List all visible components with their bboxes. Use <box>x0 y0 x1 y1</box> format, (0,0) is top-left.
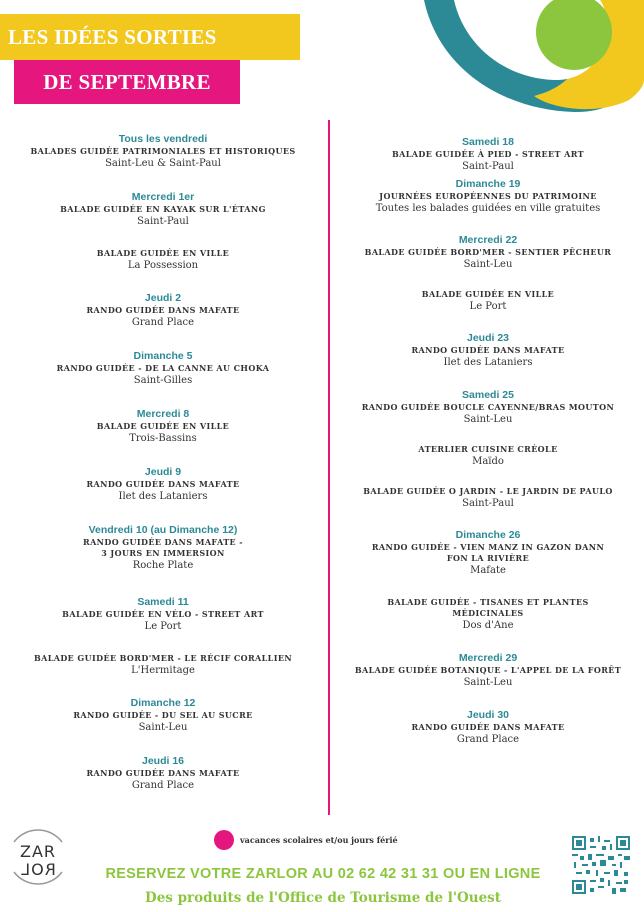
decorative-swirl-graphic <box>384 0 644 130</box>
event-date: Tous les vendredi <box>118 133 208 145</box>
event-date: Dimanche 26 <box>455 529 521 541</box>
column-divider <box>328 120 330 815</box>
event-date: Mercredi 8 <box>136 408 190 420</box>
event-title: RANDO GUIDÉE DANS MAFATE <box>86 305 240 315</box>
event-item <box>332 178 644 216</box>
event-item <box>0 653 326 678</box>
event-item <box>332 709 644 747</box>
event-title: BALADE GUIDÉE - TISANES ET PLANTES <box>387 597 589 607</box>
event-item <box>332 332 644 370</box>
products-line: Des produits de l'Office de Tourisme de l'Ouest <box>145 890 501 906</box>
event-title: ATERLIER CUISINE CRÉOLE <box>418 444 558 454</box>
event-item <box>332 597 644 633</box>
event-item <box>0 596 326 634</box>
event-date: Mercredi 29 <box>458 652 518 664</box>
event-date: Mercredi 1er <box>131 191 195 203</box>
event-title: RANDO GUIDÉE DANS MAFATE - <box>83 537 243 547</box>
event-item <box>0 248 326 273</box>
event-date: Jeudi 16 <box>141 755 185 767</box>
event-title: BALADE GUIDÉE À PIED - STREET ART <box>392 149 584 159</box>
legend-text: vacances scolaires et/ou jours férié <box>240 835 398 845</box>
logo-word-bottom: ROL <box>20 860 56 879</box>
event-date: Dimanche 19 <box>455 178 521 190</box>
event-item <box>0 133 326 171</box>
event-title: BALADE GUIDÉE EN KAYAK SUR L'ÉTANG <box>60 204 266 214</box>
event-item <box>0 408 326 446</box>
event-title: JOURNÉES EUROPÉENNES DU PATRIMOINE <box>379 191 597 201</box>
event-title: BALADE GUIDÉE O JARDIN - LE JARDIN DE PAULO <box>363 486 613 496</box>
event-title: BALADE GUIDÉE BOTANIQUE - L'APPEL DE LA FORÊT <box>354 665 622 675</box>
event-place: Saint-Paul <box>462 498 514 509</box>
event-item <box>0 466 326 504</box>
event-place: Saint-Paul <box>137 216 189 227</box>
qr-code-icon[interactable] <box>572 836 630 894</box>
event-item <box>332 444 644 469</box>
event-date: Dimanche 12 <box>130 697 196 709</box>
event-place: Grand Place <box>456 734 520 745</box>
event-place: Ilet des Lataniers <box>443 357 533 368</box>
event-place: Saint-Leu <box>463 259 513 270</box>
zarlor-logo <box>4 822 76 894</box>
event-place: Saint-Paul <box>462 161 514 172</box>
event-item <box>0 755 326 793</box>
event-item <box>332 289 644 314</box>
event-item <box>332 389 644 427</box>
event-place: Grand Place <box>131 317 195 328</box>
event-item <box>0 524 326 573</box>
event-place: Toutes les balades guidées en ville gratuites <box>375 203 601 214</box>
header-title-line1: LES IDÉES SORTIES <box>0 14 300 60</box>
event-place: Dos d'Ane <box>462 620 514 631</box>
event-item <box>332 652 644 690</box>
event-title: BALADE GUIDÉE EN VILLE <box>96 421 230 431</box>
event-title: BALADE GUIDÉE BORD'MER - SENTIER PÊCHEUR <box>364 247 612 257</box>
event-title: RANDO GUIDÉE DANS MAFATE <box>86 479 240 489</box>
event-date: Jeudi 23 <box>466 332 510 344</box>
event-title: BALADE GUIDÉE EN VILLE <box>421 289 555 299</box>
event-place: Grand Place <box>131 780 195 791</box>
event-item <box>332 529 644 578</box>
logo-word-top: ZAR <box>19 842 57 861</box>
event-place: Saint-Leu <box>463 677 513 688</box>
event-place: Saint-Gilles <box>133 375 193 386</box>
event-item <box>0 191 326 229</box>
event-place: Mafate <box>470 565 506 576</box>
event-title: BALADE GUIDÉE EN VÉLO - STREET ART <box>62 609 264 619</box>
event-title: RANDO GUIDÉE DANS MAFATE <box>411 345 565 355</box>
event-item <box>0 350 326 388</box>
event-title: RANDO GUIDÉE - DE LA CANNE AU CHOKA <box>56 363 270 373</box>
event-title: BALADES GUIDÉE PATRIMONIALES ET HISTORIQUES <box>30 146 296 156</box>
event-title: RANDO GUIDÉE DANS MAFATE <box>86 768 240 778</box>
event-title: RANDO GUIDÉE - DU SEL AU SUCRE <box>73 710 253 720</box>
event-place: Saint-Leu <box>463 414 513 425</box>
event-date: Samedi 18 <box>462 136 514 148</box>
event-item <box>0 292 326 330</box>
pink-dot-icon <box>214 830 234 850</box>
event-date: Jeudi 9 <box>144 466 182 478</box>
event-place: Le Port <box>469 301 507 312</box>
event-title: BALADE GUIDÉE EN VILLE <box>96 248 230 258</box>
event-title: RANDO GUIDÉE DANS MAFATE <box>411 722 565 732</box>
event-title: BALADE GUIDÉE BORD'MER - LE RÉCIF CORALLIEN <box>33 653 293 663</box>
event-place: Ilet des Lataniers <box>118 491 208 502</box>
event-item <box>332 136 644 174</box>
event-date: Jeudi 2 <box>144 292 182 304</box>
event-title-line2: MÉDICINALES <box>452 608 524 618</box>
event-date: Samedi 11 <box>137 596 189 608</box>
reservation-line: RESERVEZ VOTRE ZARLOR AU 02 62 42 31 31 OU EN LIGNE <box>105 866 541 882</box>
event-date: Mercredi 22 <box>458 234 518 246</box>
header-title-line2: DE SEPTEMBRE <box>14 60 240 104</box>
event-place: Saint-Leu <box>138 722 188 733</box>
event-date: Vendredi 10 (au Dimanche 12) <box>88 524 238 536</box>
event-item <box>332 486 644 511</box>
event-title-line2: 3 JOURS EN IMMERSION <box>101 548 225 558</box>
event-place: Trois-Bassins <box>129 433 197 444</box>
event-title-line2: FON LA RIVIÈRE <box>446 553 530 563</box>
event-item <box>0 697 326 735</box>
holiday-legend <box>214 830 398 850</box>
event-place: Roche Plate <box>132 560 194 571</box>
event-place: Le Port <box>144 621 182 632</box>
event-date: Jeudi 30 <box>466 709 510 721</box>
event-title: RANDO GUIDÉE BOUCLE CAYENNE/BRAS MOUTON <box>361 402 615 412</box>
event-date: Samedi 25 <box>462 389 514 401</box>
event-place: Saint-Leu & Saint-Paul <box>105 158 221 169</box>
event-place: La Possession <box>127 260 199 271</box>
event-date: Dimanche 5 <box>133 350 193 362</box>
event-item <box>332 234 644 272</box>
event-title: RANDO GUIDÉE - VIEN MANZ IN GAZON DANN <box>371 542 605 552</box>
event-place: L'Hermitage <box>131 665 195 676</box>
event-place: Maïdo <box>472 456 504 467</box>
